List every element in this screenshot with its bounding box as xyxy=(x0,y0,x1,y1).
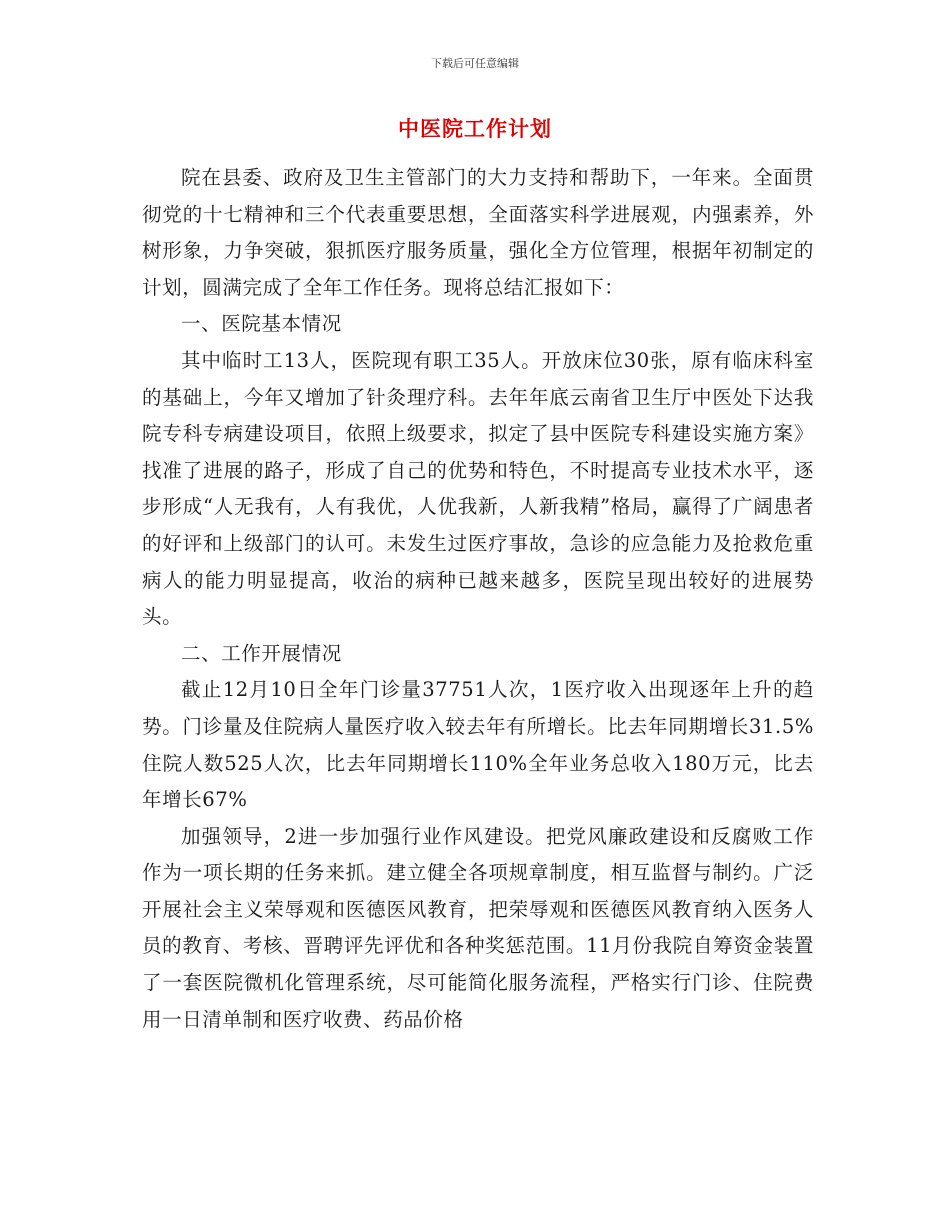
section2-paragraph: 截止12月10日全年门诊量37751人次，1医疗收入出现逐年上升的趋势。门诊量及住院病人量医疗收入较去年有所增长。比去年同期增长31.5%住院人数525人次，比去年同期增长110%全年业务总收入180万元，比去年增长67% xyxy=(142,678,814,812)
section2-paragraph-2: 加强领导，2进一步加强行业作风建设。把党风廉政建设和反腐败工作作为一项长期的任务来抓。建立健全各项规章制度，相互监督与制约。广泛开展社会主义荣辱观和医德医风教育，把荣辱观和医德医风教育纳入医务人员的教育、考核、晋聘评先评优和各种奖惩范围。11月份我院自筹资金装置了一套医院微机化管理系统，尽可能简化服务流程，严格实行门诊、住院费用一日清单制和医疗收费、药品价格 xyxy=(142,824,814,1031)
section1-paragraph: 其中临时工13人，医院现有职工35人。开放床位30张，原有临床科室的基础上，今年又增加了针灸理疗科。去年年底云南省卫生厅中医处下达我院专科专病建设项目，依照上级要求，拟定了县中医院专科建设实施方案》找准了进展的路子，形成了自己的优势和特色，不时提高专业技术水平，逐步形成“人无我有，人有我优，人优我新，人新我精”格局，赢得了广阔患者的好评和上级部门的认可。未发生过医疗事故，急诊的应急能力及抢救危重病人的能力明显提高，收治的病种已越来越多，医院呈现出较好的进展势头。 xyxy=(142,348,814,629)
document-body xyxy=(142,160,814,1038)
intro-paragraph: 院在县委、政府及卫生主管部门的大力支持和帮助下，一年来。全面贯彻党的十七精神和三个代表重要思想，全面落实科学进展观，内强素养，外树形象，力争突破，狠抓医疗服务质量，强化全方位管理，根据年初制定的计划，圆满完成了全年工作任务。现将总结汇报如下： xyxy=(142,166,814,299)
section2-heading: 二、工作开展情况 xyxy=(181,641,342,665)
section1-heading: 一、医院基本情况 xyxy=(181,312,342,336)
document-title: 中医院工作计划 xyxy=(398,116,552,141)
header-note: 下载后可任意编辑 xyxy=(431,57,519,70)
